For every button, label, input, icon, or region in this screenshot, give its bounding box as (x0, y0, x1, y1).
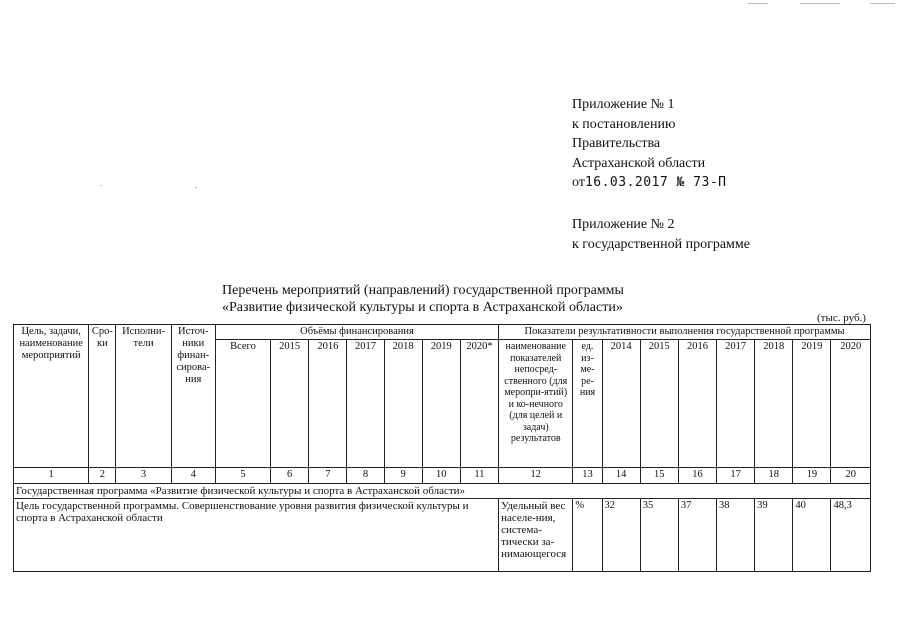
units-label: (тыс. руб.) (817, 312, 866, 324)
column-number: 12 (499, 468, 573, 484)
header-executors: Исполни-тели (116, 325, 171, 468)
goal-indicator: Удельный вес населе-ния, система-тически за-нимающегося (499, 499, 573, 572)
appendix-1-line: Правительства (572, 136, 661, 151)
scan-artifact (195, 187, 197, 188)
column-number: 13 (573, 468, 602, 484)
header-indicators: Показатели результативности выполнения государственной программы (499, 325, 871, 340)
goal-value: 35 (640, 499, 678, 572)
column-number: 7 (309, 468, 347, 484)
header-row-1 (14, 325, 871, 340)
scan-artifact (748, 3, 768, 4)
column-number: 1 (14, 468, 89, 484)
header-fund-year: 2016 (309, 340, 347, 468)
column-number: 11 (460, 468, 498, 484)
column-number: 4 (171, 468, 215, 484)
header-goal: Цель, задачи, наименование мероприятий (14, 325, 89, 468)
title-line-2: «Развитие физической культуры и спорта в Астраханской области» (222, 300, 623, 315)
header-ind-year: 2019 (793, 340, 831, 468)
header-terms: Сро-ки (89, 325, 116, 468)
header-indicator-name: наименование показателей непосред-ственного (для меропри-ятий) и ко-нечного (для целей и задач) результатов (499, 340, 573, 468)
goal-value: 37 (678, 499, 716, 572)
goal-value: 40 (793, 499, 831, 572)
appendix-1-block (572, 95, 727, 193)
date-prefix: от (572, 175, 585, 190)
column-number: 3 (116, 468, 171, 484)
appendix-1-line: к постановлению (572, 116, 676, 132)
appendix-1-line: Астраханской области (572, 155, 706, 171)
header-fund-year: 2015 (271, 340, 309, 468)
column-number: 17 (717, 468, 755, 484)
header-ind-year: 2014 (602, 340, 640, 468)
header-sources: Источ-ники финан-сирова-ния (171, 325, 215, 468)
column-number: 15 (640, 468, 678, 484)
goal-value: 48,3 (831, 499, 871, 572)
header-fund-year: 2018 (384, 340, 422, 468)
date-stamp: 16.03.2017 № 73-П (584, 175, 727, 190)
appendix-1-line: Приложение № 1 (572, 97, 675, 112)
program-title: Государственная программа «Развитие физической культуры и спорта в Астраханской области» (14, 484, 871, 499)
appendix-2-block (572, 215, 750, 254)
column-number-row (14, 468, 871, 484)
header-funding: Объёмы финансирования (215, 325, 498, 340)
scan-artifact (800, 3, 840, 4)
goal-value: 38 (717, 499, 755, 572)
header-ind-year: 2020 (831, 340, 871, 468)
scan-artifact (870, 3, 895, 4)
column-number: 16 (678, 468, 716, 484)
appendix-2-line: Приложение № 2 (572, 217, 675, 232)
column-number: 20 (831, 468, 871, 484)
header-fund-year: 2017 (347, 340, 384, 468)
column-number: 5 (215, 468, 270, 484)
header-unit: ед. из-ме-ре-ния (573, 340, 602, 468)
goal-value: 39 (755, 499, 793, 572)
column-number: 19 (793, 468, 831, 484)
header-fund-year: 2019 (422, 340, 460, 468)
scan-artifact (100, 185, 102, 186)
title-line-1: Перечень мероприятий (направлений) государственной программы (222, 283, 624, 298)
header-fund-year: 2020* (460, 340, 498, 468)
appendix-2-line: к государственной программе (572, 236, 750, 252)
header-ind-year: 2017 (717, 340, 755, 468)
header-total: Всего (215, 340, 270, 468)
goal-unit: % (573, 499, 602, 572)
column-number: 2 (89, 468, 116, 484)
header-ind-year: 2018 (755, 340, 793, 468)
column-number: 18 (755, 468, 793, 484)
program-row (14, 484, 871, 499)
appendix-1-date (572, 173, 727, 193)
column-number: 10 (422, 468, 460, 484)
column-number: 8 (347, 468, 384, 484)
goal-text: Цель государственной программы. Совершенствование уровня развития физической культуры и спорта в Астраханской области (14, 499, 499, 572)
column-number: 9 (384, 468, 422, 484)
measures-table (13, 324, 871, 572)
goal-value: 32 (602, 499, 640, 572)
column-number: 6 (271, 468, 309, 484)
column-number: 14 (602, 468, 640, 484)
goal-row (14, 499, 871, 572)
header-ind-year: 2016 (678, 340, 716, 468)
header-ind-year: 2015 (640, 340, 678, 468)
document-title (222, 282, 624, 316)
